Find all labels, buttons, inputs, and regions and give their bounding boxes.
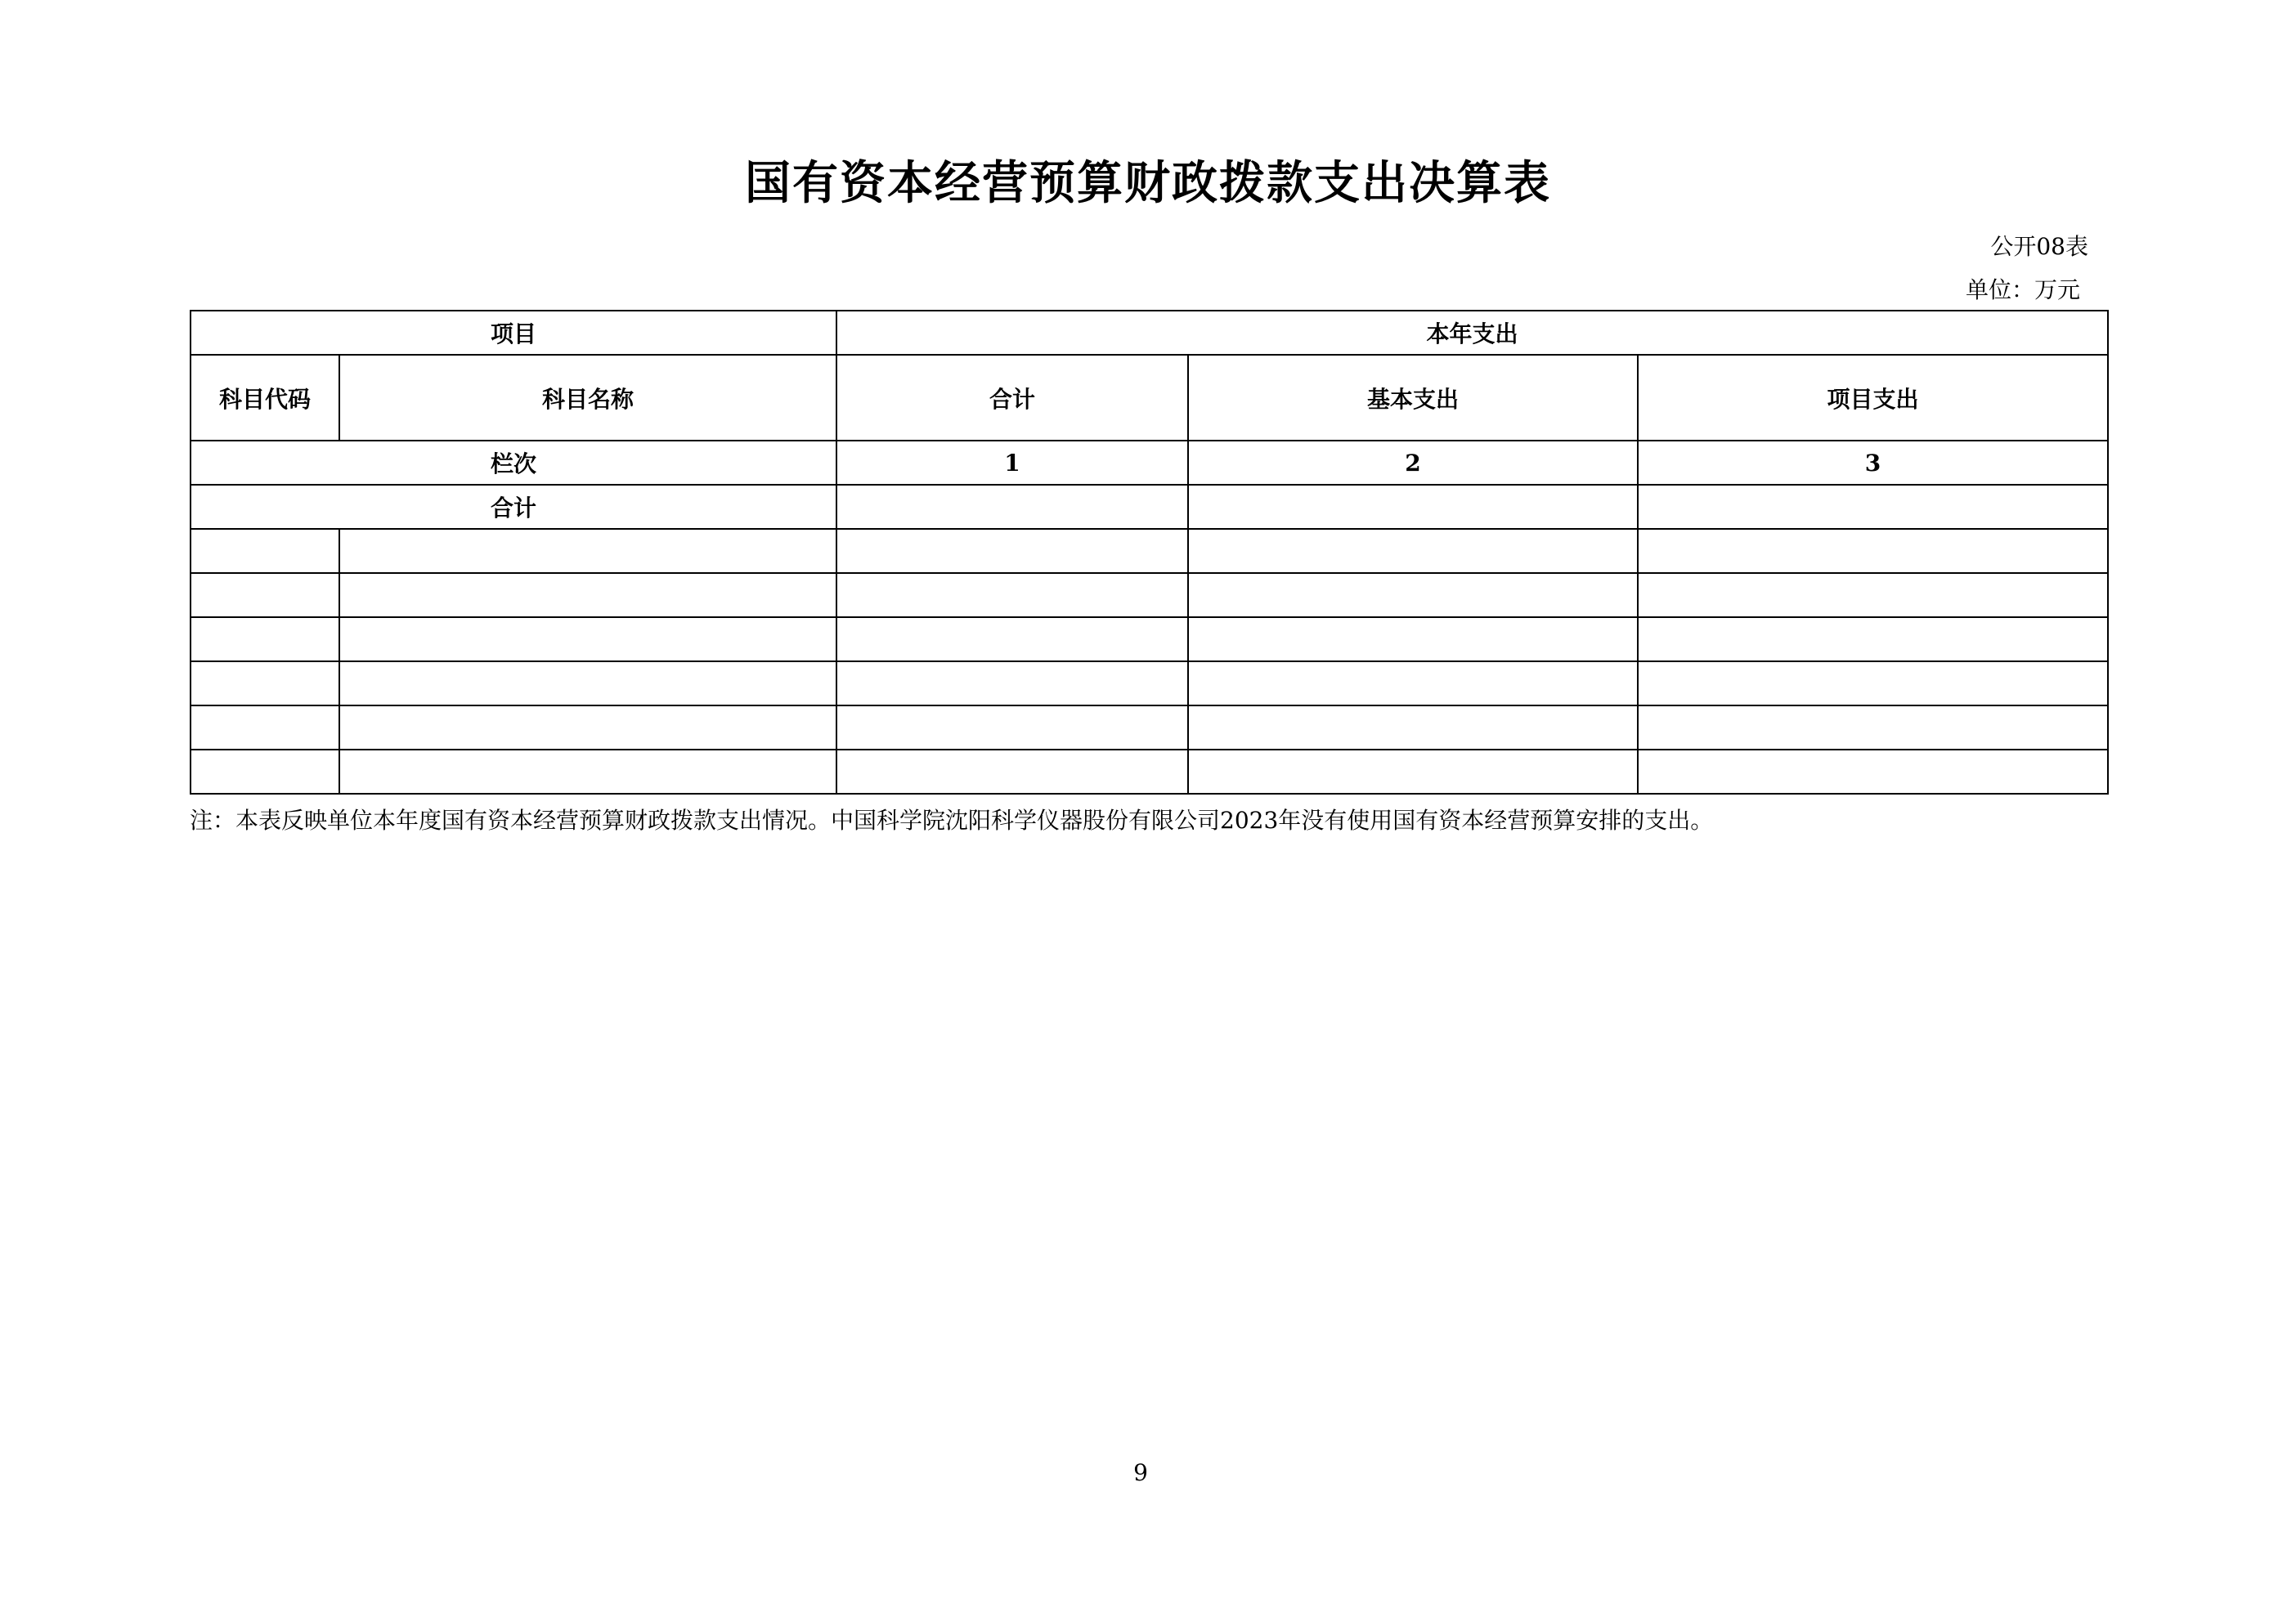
total-row [191,485,2108,529]
col-name-header: 科目名称 [339,355,836,441]
table-row [191,661,2108,705]
table-cell [1188,705,1638,750]
header-expense: 本年支出 [836,311,2108,355]
table-cell [1638,617,2108,661]
table-row [191,750,2108,794]
table-cell [836,617,1188,661]
col-basic-header: 基本支出 [1188,355,1638,441]
table-cell [1638,529,2108,573]
table-cell [339,617,836,661]
table-cell [1188,573,1638,617]
form-number: 公开08表 [1990,233,2088,260]
table-cell [836,529,1188,573]
table-cell [836,661,1188,705]
empty-rows [191,529,2108,794]
total-cell [836,485,1188,529]
table-cell [191,750,339,794]
footnote: 注：本表反映单位本年度国有资本经营预算财政拨款支出情况。中国科学院沈阳科学仪器股份有限公司2023年没有使用国有资本经营预算安排的支出。 [190,807,1714,834]
index-1: 1 [836,441,1188,485]
table-cell [836,573,1188,617]
table-row [191,529,2108,573]
table-cell [339,529,836,573]
table-cell [1188,617,1638,661]
total-row-label: 合计 [191,485,836,529]
table-row [191,617,2108,661]
table-cell [1188,750,1638,794]
expenditure-table [190,310,2109,795]
table-cell [339,750,836,794]
table-cell [1638,661,2108,705]
table-cell [1188,529,1638,573]
table-cell [1638,705,2108,750]
table-cell [191,573,339,617]
page-title: 国有资本经营预算财政拨款支出决算表 [745,157,1551,210]
table-cell [191,617,339,661]
table-cell [1638,573,2108,617]
header-row-2 [191,355,2108,441]
header-row-1 [191,311,2108,355]
table-cell [339,705,836,750]
table-cell [191,661,339,705]
header-item: 项目 [191,311,836,355]
table-row [191,573,2108,617]
table-cell [836,705,1188,750]
index-row-label: 栏次 [191,441,836,485]
col-code-header: 科目代码 [191,355,339,441]
table-cell [191,705,339,750]
col-project-header: 项目支出 [1638,355,2108,441]
table-cell [836,750,1188,794]
total-basic-cell [1188,485,1638,529]
index-row [191,441,2108,485]
unit-label: 单位：万元 [1965,276,2080,303]
table-cell [339,573,836,617]
table-cell [1638,750,2108,794]
table-row [191,705,2108,750]
page-number: 9 [1133,1459,1148,1486]
index-2: 2 [1188,441,1638,485]
total-project-cell [1638,485,2108,529]
index-3: 3 [1638,441,2108,485]
table-cell [1188,661,1638,705]
table-cell [191,529,339,573]
col-total-header: 合计 [836,355,1188,441]
table-cell [339,661,836,705]
